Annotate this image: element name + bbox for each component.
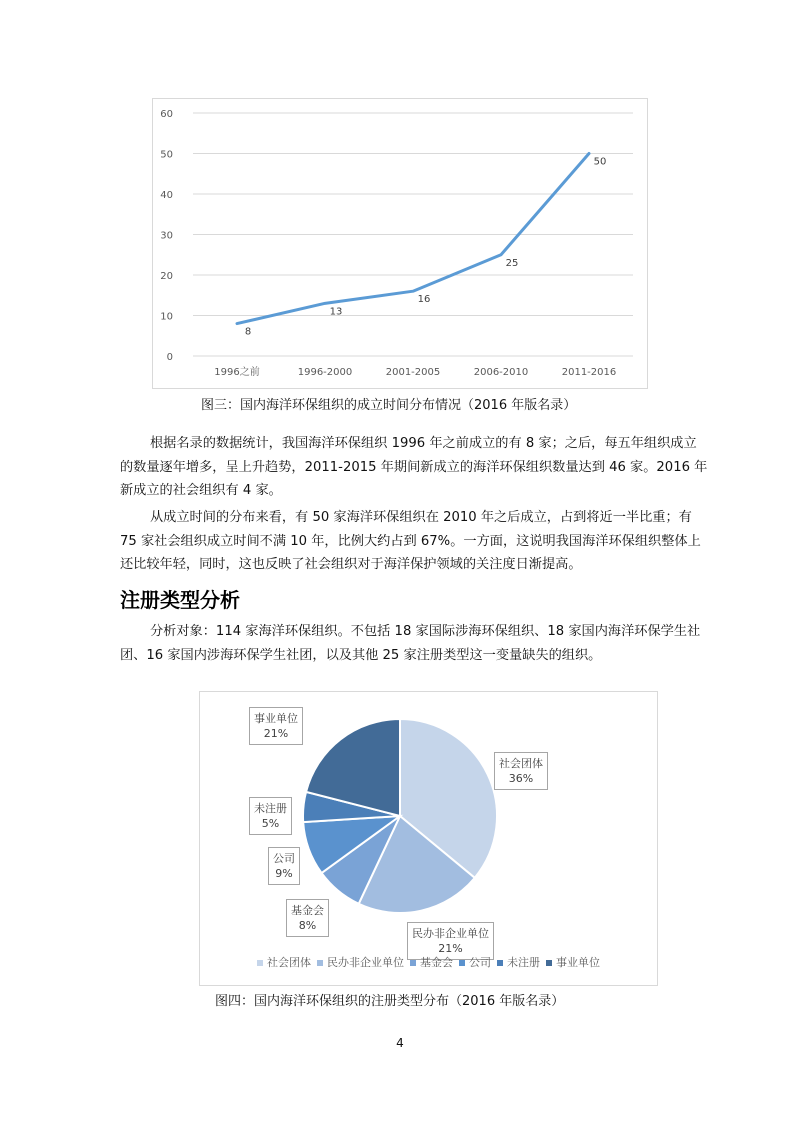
legend-swatch [317,960,323,966]
legend-label: 未注册 [507,956,540,969]
page-number: 4 [396,1036,404,1050]
pie-label-percent: 9% [275,867,293,880]
x-tick-label: 2001-2005 [385,367,441,378]
pie-label-percent: 21% [438,942,463,955]
pie-label-name: 基金会 [291,904,324,917]
pie-label-name: 事业单位 [254,712,298,725]
pie-chart [199,691,658,986]
legend-item [497,954,540,970]
legend-label: 事业单位 [556,956,600,969]
legend-swatch [546,960,552,966]
line-chart-svg [153,99,647,388]
y-tick-label: 30 [160,230,173,242]
legend-swatch [497,960,503,966]
y-tick-label: 40 [160,190,173,201]
legend-item [459,954,491,970]
pie-data-label [268,847,300,885]
section-heading: 注册类型分析 [120,588,240,612]
pie-chart-caption: 图四：国内海洋环保组织的注册类型分布（2016 年版名录） [215,994,565,1009]
pie-label-percent: 21% [263,727,289,740]
legend-swatch [459,960,465,966]
paragraph-3: 分析对象：114 家海洋环保组织。不包括 18 家国际涉海环保组织、18 家国内海洋环保学生社团、16 家国内涉海环保学生社团，以及其他 25 家注册类型这一变量缺失的组织。 [120,624,701,663]
legend-swatch [257,960,263,966]
pie-label-percent: 8% [298,919,317,932]
pie-data-label [249,707,303,745]
legend-item [257,954,311,970]
x-tick-label: 2006-2010 [473,367,529,378]
y-tick-label: 60 [160,109,173,120]
pie-data-label [286,899,329,937]
pie-label-percent: 36% [508,772,534,785]
pie-data-label [494,752,548,790]
x-tick-label: 2011-2016 [561,367,617,378]
pie-data-label [249,797,292,835]
legend-item [317,954,404,970]
legend-label: 民办非企业单位 [327,956,404,969]
legend-label: 公司 [469,956,491,969]
x-tick-label: 1996之前 [214,367,260,378]
paragraph-1: 根据名录的数据统计，我国海洋环保组织 1996 年之前成立的有 8 家；之后，每五年组织成立的数量逐年增多，呈上升趋势，2011-2015 年期间新成立的海洋环保组织数量达到 46 家。2016 年新成立的社会组织有 4 家。 [120,436,708,498]
data-label: 13 [329,306,343,318]
legend-item [546,954,600,970]
series-line [237,154,589,324]
pie-label-name: 民办非企业单位 [412,927,489,940]
pie-legend [200,954,657,970]
y-tick-label: 20 [160,271,173,282]
y-tick-label: 10 [160,311,173,323]
legend-label: 基金会 [420,956,453,969]
line-chart-caption: 图三：国内海洋环保组织的成立时间分布情况（2016 年版名录） [201,398,577,413]
pie-label-name: 未注册 [254,802,287,815]
legend-swatch [410,960,416,966]
legend-item [410,954,453,970]
y-tick-label: 0 [166,352,173,363]
legend-label: 社会团体 [267,956,311,969]
data-label: 16 [417,294,431,306]
paragraph-2: 从成立时间的分布来看，有 50 家海洋环保组织在 2010 年之后成立，占到将近一半比重；有 75 家社会组织成立时间不满 10 年，比例大约占到 67%。一方面，这说明我国海洋环保组织整体上还比较年轻，同时，这也反映了社会组织对于海洋保护领域的关注度日渐提高。 [120,510,701,572]
data-label: 25 [505,257,519,269]
data-label: 8 [244,326,252,338]
pie-label-name: 公司 [273,852,295,865]
y-tick-label: 50 [160,149,173,161]
pie-label-name: 社会团体 [499,757,543,770]
data-label: 50 [593,156,607,168]
x-tick-label: 1996-2000 [297,367,353,378]
pie-label-percent: 5% [261,817,280,830]
line-chart [152,98,648,389]
